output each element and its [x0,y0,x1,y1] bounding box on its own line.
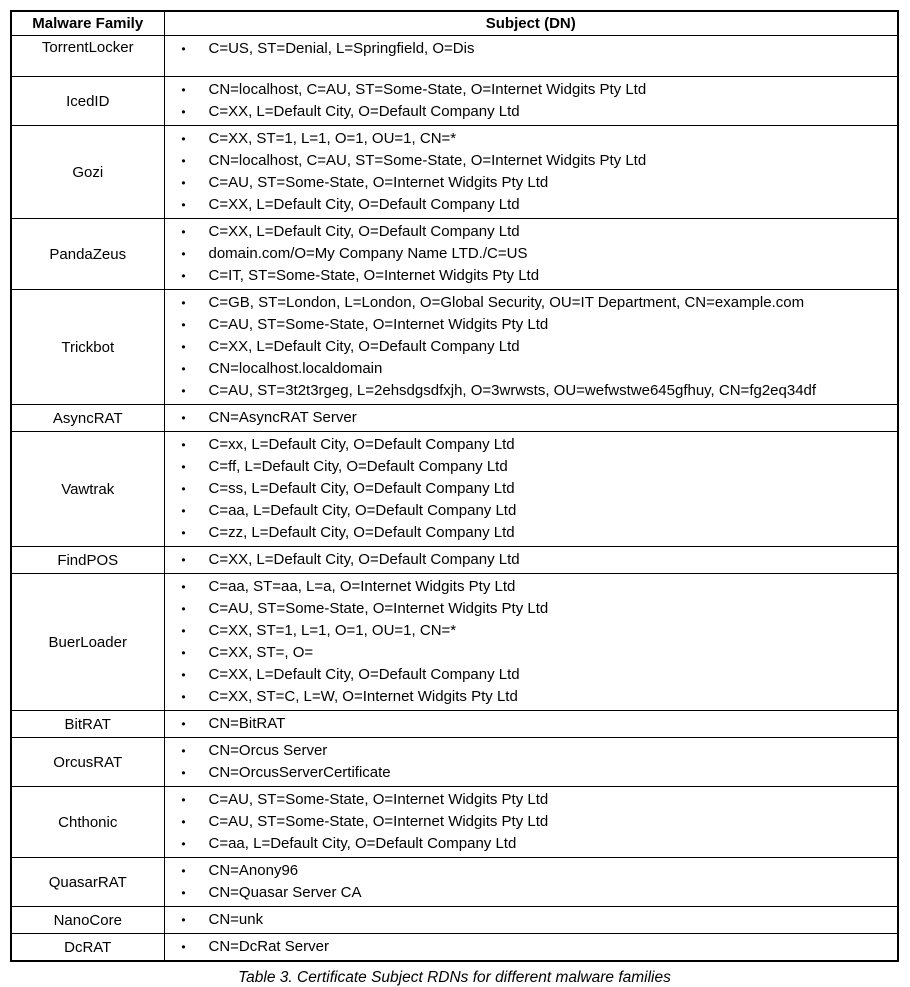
subject-dn-text: C=ff, L=Default City, O=Default Company Ltd [208,458,508,475]
bullet-icon: • [181,438,186,452]
bullet-icon: • [181,105,186,119]
subject-item [165,642,898,664]
table-row [11,858,898,907]
subject-cell [164,787,898,858]
family-cell: IcedID [11,77,164,126]
subject-item [165,221,898,243]
family-cell: PandaZeus [11,219,164,290]
subject-dn-text: C=AU, ST=3t2t3rgeg, L=2ehsdgsdfxjh, O=3wrwsts, OU=wefwstwe645gfhuy, CN=fg2eq34df [208,382,817,399]
subject-dn-text: C=AU, ST=Some-State, O=Internet Widgits Pty Ltd [208,791,549,808]
subject-dn-text: C=XX, ST=1, L=1, O=1, OU=1, CN=* [208,130,457,147]
bullet-icon: • [181,340,186,354]
subject-cell [164,907,898,934]
subject-item [165,150,898,172]
subject-list [165,789,898,855]
subject-item [165,172,898,194]
bullet-icon: • [181,362,186,376]
subject-cell [164,36,898,77]
bullet-icon: • [181,225,186,239]
bullet-icon: • [181,580,186,594]
subject-cell [164,711,898,738]
family-cell: FindPOS [11,547,164,574]
table-row [11,738,898,787]
subject-list [165,860,898,904]
family-cell: Vawtrak [11,432,164,547]
bullet-icon: • [181,269,186,283]
subject-list [165,38,898,60]
subject-dn-text: CN=Quasar Server CA [208,884,362,901]
table-row [11,126,898,219]
subject-dn-text: C=ss, L=Default City, O=Default Company Ltd [208,480,515,497]
table-row [11,787,898,858]
subject-item [165,434,898,456]
subject-item [165,620,898,642]
bullet-icon: • [181,793,186,807]
subject-dn-text: CN=Anony96 [208,862,299,879]
subject-cell [164,290,898,405]
table-header [11,11,898,36]
bullet-icon: • [181,384,186,398]
subject-dn-text: C=XX, ST=1, L=1, O=1, OU=1, CN=* [208,622,457,639]
subject-dn-text: CN=AsyncRAT Server [208,409,357,426]
subject-cell [164,547,898,574]
subject-list [165,434,898,544]
subject-dn-text: C=zz, L=Default City, O=Default Company Ltd [208,524,515,541]
subject-item [165,789,898,811]
subject-item [165,811,898,833]
subject-dn-text: domain.com/O=My Company Name LTD./C=US [208,245,528,262]
bullet-icon: • [181,646,186,660]
subject-dn-text: C=AU, ST=Some-State, O=Internet Widgits Pty Ltd [208,174,549,191]
subject-item [165,598,898,620]
subject-dn-text: CN=BitRAT [208,715,286,732]
subject-item [165,101,898,123]
subject-dn-text: CN=localhost.localdomain [208,360,383,377]
subject-item [165,762,898,784]
subject-dn-text: CN=OrcusServerCertificate [208,764,391,781]
subject-cell [164,858,898,907]
subject-item [165,194,898,216]
bullet-icon: • [181,42,186,56]
bullet-icon: • [181,460,186,474]
subject-item [165,500,898,522]
table-row [11,219,898,290]
subject-item [165,833,898,855]
subject-item [165,686,898,708]
subject-item [165,380,898,402]
subject-list [165,936,898,958]
bullet-icon: • [181,815,186,829]
subject-list [165,549,898,571]
table-row [11,77,898,126]
subject-list [165,713,898,735]
subject-dn-text: C=XX, L=Default City, O=Default Company Ltd [208,338,520,355]
subject-item [165,936,898,958]
subject-dn-text: C=AU, ST=Some-State, O=Internet Widgits Pty Ltd [208,813,549,830]
bullet-icon: • [181,526,186,540]
table-row [11,711,898,738]
subject-cell [164,432,898,547]
subject-item [165,265,898,287]
subject-dn-text: C=XX, L=Default City, O=Default Company Ltd [208,223,520,240]
family-cell: BitRAT [11,711,164,738]
table-row [11,574,898,711]
table-row [11,547,898,574]
bullet-icon: • [181,864,186,878]
subject-item [165,664,898,686]
subject-cell [164,738,898,787]
subject-dn-text: C=aa, ST=aa, L=a, O=Internet Widgits Pty Ltd [208,578,516,595]
header-row [11,11,898,36]
subject-item [165,713,898,735]
bullet-icon: • [181,198,186,212]
bullet-icon: • [181,154,186,168]
family-cell: AsyncRAT [11,405,164,432]
subject-item [165,407,898,429]
bullet-icon: • [181,837,186,851]
subject-dn-text: C=GB, ST=London, L=London, O=Global Security, OU=IT Department, CN=example.com [208,294,805,311]
bullet-icon: • [181,886,186,900]
subject-cell [164,77,898,126]
table-row [11,290,898,405]
subject-item [165,38,898,60]
family-cell: NanoCore [11,907,164,934]
bullet-icon: • [181,744,186,758]
subject-item [165,909,898,931]
family-cell: Trickbot [11,290,164,405]
bullet-icon: • [181,940,186,954]
table-row [11,907,898,934]
subject-item [165,358,898,380]
bullet-icon: • [181,690,186,704]
subject-item [165,292,898,314]
bullet-icon: • [181,482,186,496]
subject-dn-text: C=aa, L=Default City, O=Default Company Ltd [208,502,517,519]
table-row [11,432,898,547]
subject-item [165,740,898,762]
malware-cert-table [10,10,899,962]
family-cell: BuerLoader [11,574,164,711]
bullet-icon: • [181,913,186,927]
subject-item [165,314,898,336]
subject-dn-text: C=AU, ST=Some-State, O=Internet Widgits Pty Ltd [208,316,549,333]
subject-list [165,909,898,931]
subject-list [165,128,898,216]
subject-dn-text: C=XX, L=Default City, O=Default Company Ltd [208,666,520,683]
subject-list [165,221,898,287]
subject-item [165,478,898,500]
table-body [11,36,898,962]
subject-cell [164,219,898,290]
subject-cell [164,405,898,432]
subject-dn-text: C=xx, L=Default City, O=Default Company Ltd [208,436,515,453]
subject-dn-text: CN=localhost, C=AU, ST=Some-State, O=Internet Widgits Pty Ltd [208,152,647,169]
bullet-icon: • [181,411,186,425]
subject-dn-text: C=XX, ST=C, L=W, O=Internet Widgits Pty Ltd [208,688,518,705]
subject-dn-text: C=aa, L=Default City, O=Default Company Ltd [208,835,517,852]
subject-dn-text: C=XX, ST=, O= [208,644,314,661]
bullet-icon: • [181,296,186,310]
subject-item [165,456,898,478]
table-row [11,934,898,962]
subject-list [165,740,898,784]
bullet-icon: • [181,717,186,731]
subject-item [165,128,898,150]
table-row [11,36,898,77]
subject-dn-text: CN=unk [208,911,264,928]
subject-item [165,549,898,571]
subject-item [165,860,898,882]
bullet-icon: • [181,624,186,638]
bullet-icon: • [181,553,186,567]
subject-item [165,522,898,544]
table-caption: Table 3. Certificate Subject RDNs for different malware families [238,969,671,986]
family-cell: Gozi [11,126,164,219]
bullet-icon: • [181,766,186,780]
subject-cell [164,574,898,711]
subject-item [165,576,898,598]
subject-list [165,79,898,123]
subject-dn-text: CN=DcRat Server [208,938,329,955]
subject-dn-text: C=AU, ST=Some-State, O=Internet Widgits Pty Ltd [208,600,549,617]
subject-dn-text: C=XX, L=Default City, O=Default Company Ltd [208,196,520,213]
bullet-icon: • [181,247,186,261]
family-cell: QuasarRAT [11,858,164,907]
subject-dn-text: C=XX, L=Default City, O=Default Company Ltd [208,103,520,120]
subject-list [165,576,898,708]
subject-cell [164,126,898,219]
col-header-subject-dn: Subject (DN) [164,11,898,36]
subject-item [165,882,898,904]
subject-item [165,243,898,265]
bullet-icon: • [181,602,186,616]
col-header-malware-family: Malware Family [11,11,164,36]
family-cell: OrcusRAT [11,738,164,787]
bullet-icon: • [181,318,186,332]
bullet-icon: • [181,83,186,97]
bullet-icon: • [181,668,186,682]
table-row [11,405,898,432]
subject-dn-text: CN=localhost, C=AU, ST=Some-State, O=Internet Widgits Pty Ltd [208,81,647,98]
subject-dn-text: C=IT, ST=Some-State, O=Internet Widgits Pty Ltd [208,267,540,284]
subject-dn-text: C=XX, L=Default City, O=Default Company Ltd [208,551,520,568]
family-cell: DcRAT [11,934,164,962]
subject-dn-text: CN=Orcus Server [208,742,328,759]
family-cell: Chthonic [11,787,164,858]
subject-cell [164,934,898,962]
subject-item [165,79,898,101]
bullet-icon: • [181,176,186,190]
subject-dn-text: C=US, ST=Denial, L=Springfield, O=Dis [208,40,475,57]
subject-list [165,407,898,429]
bullet-icon: • [181,504,186,518]
bullet-icon: • [181,132,186,146]
subject-item [165,336,898,358]
family-cell: TorrentLocker [11,36,164,77]
subject-list [165,292,898,402]
